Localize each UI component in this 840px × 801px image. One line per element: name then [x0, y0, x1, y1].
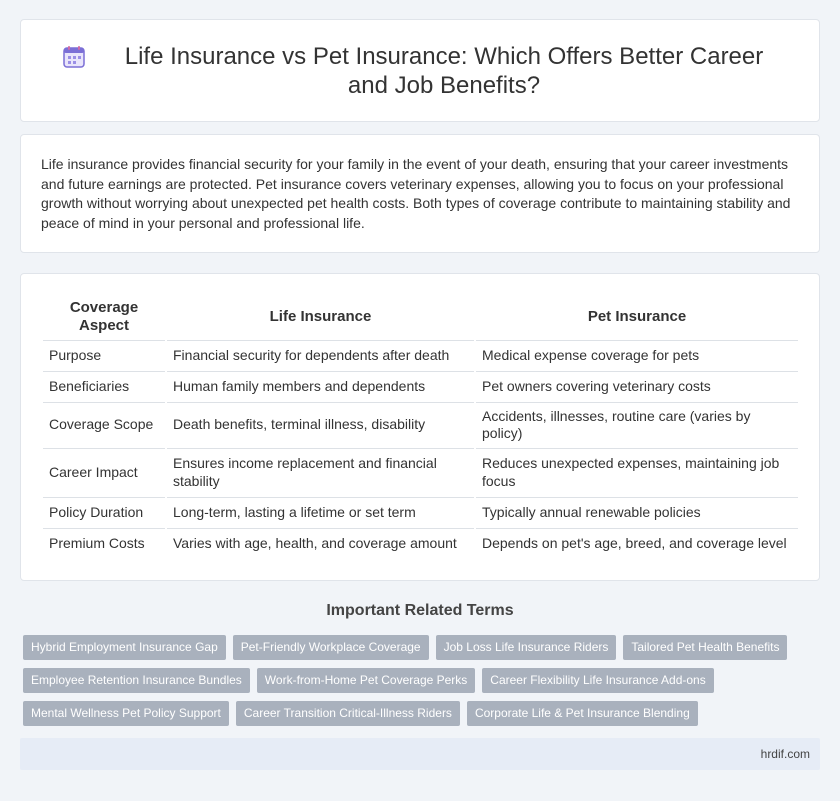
related-term-tag[interactable]: Hybrid Employment Insurance Gap: [23, 635, 226, 660]
table-header-row: [43, 294, 798, 340]
comparison-table: [43, 294, 798, 559]
table-cell: Depends on pet's age, breed, and coverage level: [475, 528, 798, 559]
table-row: [43, 402, 798, 448]
footer-bar: [20, 738, 820, 770]
page-title: Life Insurance vs Pet Insurance: Which Offers Better Career and Job Benefits?: [124, 42, 764, 99]
related-terms-heading: Important Related Terms: [326, 602, 514, 619]
column-header-pet: Pet Insurance: [587, 307, 687, 325]
calendar-grid-icon: [61, 44, 87, 70]
table-cell: Typically annual renewable policies: [475, 497, 798, 528]
table-cell: Varies with age, health, and coverage amount: [166, 528, 475, 559]
related-terms-tags: [23, 635, 823, 734]
table-cell: Premium Costs: [43, 528, 166, 559]
related-term-tag[interactable]: Tailored Pet Health Benefits: [623, 635, 787, 660]
table-cell: Death benefits, terminal illness, disability: [166, 402, 475, 448]
header-card: [20, 19, 820, 122]
table-cell: Policy Duration: [43, 497, 166, 528]
table-cell: Long-term, lasting a lifetime or set term: [166, 497, 475, 528]
related-term-tag[interactable]: Employee Retention Insurance Bundles: [23, 668, 250, 693]
footer-site-link[interactable]: hrdif.com: [760, 747, 810, 761]
table-cell: Purpose: [43, 340, 166, 371]
table-cell: Accidents, illnesses, routine care (varies by policy): [475, 402, 798, 448]
related-term-tag[interactable]: Career Transition Critical-Illness Riders: [236, 701, 460, 726]
related-term-tag[interactable]: Mental Wellness Pet Policy Support: [23, 701, 229, 726]
table-row: [43, 528, 798, 559]
table-row: [43, 497, 798, 528]
related-term-tag[interactable]: Job Loss Life Insurance Riders: [436, 635, 617, 660]
table-cell: Human family members and dependents: [166, 371, 475, 402]
column-header-life: Life Insurance: [166, 294, 475, 340]
table-row: [43, 340, 798, 371]
column-header-aspect: Coverage Aspect: [43, 294, 166, 340]
title-wrap: [21, 20, 819, 121]
table-cell: Coverage Scope: [43, 402, 166, 448]
related-term-tag[interactable]: Pet-Friendly Workplace Coverage: [233, 635, 429, 660]
table-cell: Career Impact: [43, 448, 166, 497]
related-term-tag[interactable]: Work-from-Home Pet Coverage Perks: [257, 668, 476, 693]
related-term-tag[interactable]: Corporate Life & Pet Insurance Blending: [467, 701, 698, 726]
table-row: [43, 371, 798, 402]
comparison-table-card: [20, 273, 820, 581]
table-cell: Beneficiaries: [43, 371, 166, 402]
intro-paragraph: Life insurance provides financial security for your family in the event of your death, ensuring that your career investments and future earnings are protected. Pet insurance covers veterinary expenses, allowing you to focus on your professional growth without worrying about unexpected pet health costs. Both types of coverage contribute to maintaining stability and peace of mind in your personal and professional life.: [41, 156, 791, 231]
table-cell: Ensures income replacement and financial stability: [166, 448, 475, 497]
table-cell: Pet owners covering veterinary costs: [475, 371, 798, 402]
table-row: [43, 448, 798, 497]
table-cell: Medical expense coverage for pets: [475, 340, 798, 371]
intro-card: [20, 134, 820, 253]
table-cell: Financial security for dependents after death: [166, 340, 475, 371]
related-term-tag[interactable]: Career Flexibility Life Insurance Add-ons: [482, 668, 713, 693]
table-cell: Reduces unexpected expenses, maintaining job focus: [475, 448, 798, 497]
